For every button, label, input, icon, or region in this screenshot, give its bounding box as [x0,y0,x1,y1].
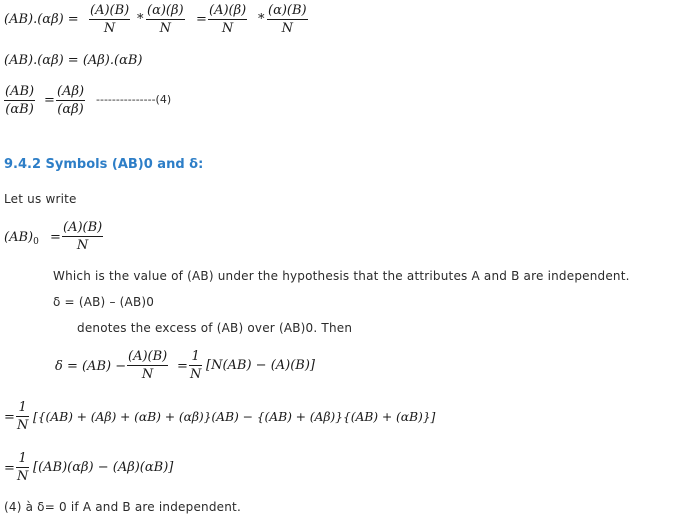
eq3-fraction-2 [56,84,85,117]
eq1-f1-numerator: (A)(B) [90,3,130,18]
eq6-fraction [16,400,29,433]
eq4-numerator: (A)(B) [63,220,103,235]
delta-definition: δ = (AB) – (AB)0 [53,295,155,309]
fraction-bar [4,100,35,101]
eq1-f4-denominator: N [281,21,293,36]
fraction-bar [89,19,130,20]
eq6-denominator: N [17,418,29,433]
eq5-fraction-1 [127,349,168,382]
eq1-fraction-3 [208,3,247,36]
fraction-bar [127,365,168,366]
eq1-fraction-2 [146,3,185,36]
eq1-f3-denominator: N [221,21,234,36]
eq7-numerator: 1 [18,451,27,466]
eq1-f2-denominator: N [159,21,171,36]
fraction-bar [16,416,29,417]
eq3-f2-denominator: (αβ) [57,102,84,117]
conclusion-text: (4) à δ= 0 if A and B are independent. [4,500,241,514]
eq5-f2-numerator: 1 [191,349,200,364]
eq1-star-2: * [258,12,265,27]
eq3-f1-denominator: (αB) [5,102,34,117]
eq1-equals: = [196,12,207,27]
eq5-f1-numerator: (A)(B) [128,349,168,364]
eq1-f4-numerator: (α)(B) [268,3,307,18]
eq6-equals: = [4,410,15,425]
eq6-numerator: 1 [18,400,27,415]
section-heading: 9.4.2 Symbols (AB)0 and δ: [4,157,204,172]
eq3-f2-numerator: (Aβ) [57,84,85,99]
eq6-rhs: [{(AB) + (Aβ) + (αB) + (αβ)}(AB) − {(AB) + (Aβ)}{(AB) + (αB)}] [33,409,436,424]
eq7-fraction [16,451,29,484]
eq1-f1-denominator: N [103,21,116,36]
eq1-fraction-1 [89,3,130,36]
eq5-f2-denominator: N [190,367,202,382]
fraction-bar [146,19,185,20]
eq4-lhs-main: (AB) [4,230,34,245]
eq3-f1-numerator: (AB) [5,84,35,99]
eq4-equals: = [50,230,61,245]
eq1-lhs: (AB).(αβ) = [4,12,79,27]
eq1-star-1: * [137,12,144,27]
eq1-f3-numerator: (A)(β) [209,3,247,18]
eq5-fraction-2 [189,349,202,382]
fraction-bar [62,236,103,237]
denotes-text: denotes the excess of (AB) over (AB)0. Then [77,321,353,335]
equation-2: (AB).(αβ) = (Aβ).(αB) [4,53,143,68]
eq3-tag: ---------------(4) [96,93,172,106]
fraction-bar [189,365,202,366]
eq1-fraction-4 [267,3,308,36]
fraction-bar [16,467,29,468]
eq4-denominator: N [76,238,89,253]
eq5-rhs: [N(AB) − (A)(B)] [206,358,315,373]
fraction-bar [267,19,308,20]
eq7-equals: = [4,461,15,476]
eq4-lhs [4,230,39,250]
eq7-rhs: [(AB)(αβ) − (Aβ)(αB)] [33,460,174,475]
eq5-lhs: δ = (AB) − [55,359,127,374]
eq1-f2-numerator: (α)(β) [147,3,184,18]
eq5-equals: = [177,359,188,374]
eq4-fraction [62,220,103,253]
fraction-bar [56,100,85,101]
eq7-denominator: N [17,469,29,484]
hypothesis-text: Which is the value of (AB) under the hypothesis that the attributes A and B are independent. [53,269,630,283]
eq4-subscript: 0 [33,237,39,247]
eq5-f1-denominator: N [141,367,154,382]
eq3-fraction-1 [4,84,35,117]
fraction-bar [208,19,247,20]
let-us-write-text: Let us write [4,192,77,206]
eq3-equals: = [44,93,55,108]
